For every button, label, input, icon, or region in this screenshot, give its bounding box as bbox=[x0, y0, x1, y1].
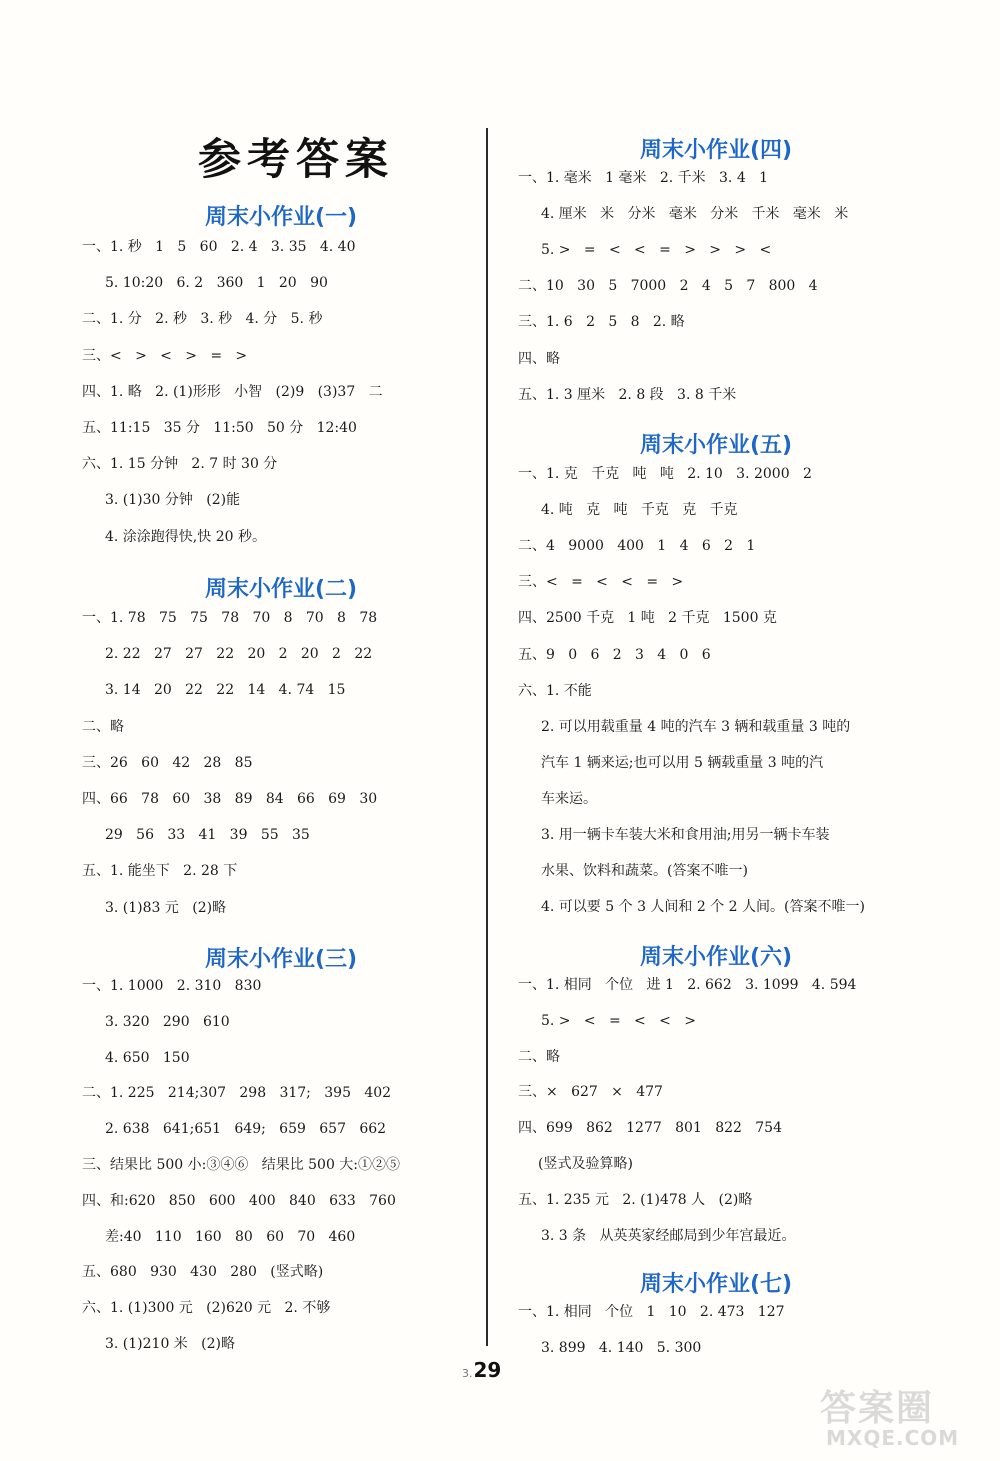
section-heading: 周末小作业(六) bbox=[640, 945, 793, 970]
answer-line: 3. 14 20 22 22 14 4. 74 15 bbox=[105, 682, 346, 698]
answer-line: 五、680 930 430 280 (竖式略) bbox=[82, 1264, 324, 1280]
answer-line: 四、和:620 850 600 400 840 633 760 bbox=[82, 1193, 396, 1209]
answer-line: 3. (1)30 分钟 (2)能 bbox=[105, 492, 241, 508]
answer-line: 六、1. (1)300 元 (2)620 元 2. 不够 bbox=[82, 1300, 331, 1316]
answer-line: 3. (1)83 元 (2)略 bbox=[105, 900, 227, 916]
answer-line: 3. 320 290 610 bbox=[105, 1014, 230, 1030]
answer-line: 一、1. 秒 1 5 60 2. 4 3. 35 4. 40 bbox=[82, 239, 356, 255]
answer-line: 五、9 0 6 2 3 4 0 6 bbox=[518, 647, 711, 663]
answer-line: 4. 650 150 bbox=[105, 1050, 190, 1066]
answer-line: 车来运。 bbox=[541, 791, 597, 807]
answer-line: 二、1. 分 2. 秒 3. 秒 4. 分 5. 秒 bbox=[82, 311, 323, 327]
answer-line: 5. > < = < < > bbox=[541, 1013, 696, 1029]
answer-line: (竖式及验算略) bbox=[538, 1156, 633, 1172]
answer-line: 六、1. 不能 bbox=[518, 683, 592, 699]
answer-line: 三、结果比 500 小:③④⑥ 结果比 500 大:①②⑤ bbox=[82, 1157, 401, 1173]
page-number bbox=[462, 1358, 501, 1382]
answer-line: 差:40 110 160 80 60 70 460 bbox=[105, 1229, 356, 1245]
answer-line: 3. 899 4. 140 5. 300 bbox=[541, 1340, 702, 1356]
watermark-top-text: 答案圈 bbox=[820, 1388, 935, 1429]
answer-line: 5. 10:20 6. 2 360 1 20 90 bbox=[105, 275, 328, 291]
answer-line: 一、1. 克 千克 吨 吨 2. 10 3. 2000 2 bbox=[518, 466, 812, 482]
answer-line: 一、1. 相同 个位 1 10 2. 473 127 bbox=[518, 1304, 785, 1320]
answer-line: 4. 吨 克 吨 千克 克 千克 bbox=[541, 502, 738, 518]
answer-line: 三、< = < < = > bbox=[518, 574, 684, 590]
page-number-value: 29 bbox=[473, 1358, 502, 1382]
section-heading: 周末小作业(一) bbox=[205, 205, 358, 230]
answer-line: 2. 可以用载重量 4 吨的汽车 3 辆和载重量 3 吨的 bbox=[541, 719, 851, 735]
watermark-bottom-text: MXQE.COM bbox=[826, 1426, 960, 1450]
answer-line: 29 56 33 41 39 55 35 bbox=[105, 827, 310, 843]
answer-line: 三、× 627 × 477 bbox=[518, 1084, 663, 1100]
answer-line: 四、699 862 1277 801 822 754 bbox=[518, 1120, 782, 1136]
page-number-prefix: 3. bbox=[462, 1367, 473, 1380]
section-heading: 周末小作业(四) bbox=[640, 138, 793, 163]
answer-line: 3. (1)210 米 (2)略 bbox=[105, 1336, 235, 1352]
section-heading: 周末小作业(五) bbox=[640, 433, 793, 458]
answer-line: 三、< > < > = > bbox=[82, 348, 248, 364]
answer-line: 二、4 9000 400 1 4 6 2 1 bbox=[518, 538, 756, 554]
answer-line: 4. 厘米 米 分米 毫米 分米 千米 毫米 米 bbox=[541, 206, 849, 222]
answer-line: 4. 涂涂跑得快,快 20 秒。 bbox=[105, 529, 266, 545]
answer-line: 五、1. 235 元 2. (1)478 人 (2)略 bbox=[518, 1192, 753, 1208]
answer-line: 四、略 bbox=[518, 351, 560, 367]
answer-line: 二、略 bbox=[518, 1049, 560, 1065]
answer-line: 水果、饮料和蔬菜。(答案不唯一) bbox=[541, 863, 748, 879]
answer-line: 4. 可以要 5 个 3 人间和 2 个 2 人间。(答案不唯一) bbox=[541, 899, 865, 915]
answer-line: 3. 3 条 从英英家经邮局到少年宫最近。 bbox=[541, 1228, 796, 1244]
answer-line: 五、1. 3 厘米 2. 8 段 3. 8 千米 bbox=[518, 387, 737, 403]
answer-line: 五、11:15 35 分 11:50 50 分 12:40 bbox=[82, 420, 357, 436]
answer-line: 五、1. 能坐下 2. 28 下 bbox=[82, 863, 238, 879]
answer-line: 二、10 30 5 7000 2 4 5 7 800 4 bbox=[518, 278, 818, 294]
section-heading: 周末小作业(七) bbox=[640, 1272, 793, 1297]
answer-line: 六、1. 15 分钟 2. 7 时 30 分 bbox=[82, 456, 278, 472]
answer-line: 3. 用一辆卡车装大米和食用油;用另一辆卡车装 bbox=[541, 827, 830, 843]
section-heading: 周末小作业(三) bbox=[205, 947, 358, 972]
page-title: 参考答案 bbox=[198, 135, 394, 185]
answer-line: 5. > = < < = > > > < bbox=[541, 242, 772, 258]
answer-line: 三、26 60 42 28 85 bbox=[82, 755, 253, 771]
answer-line: 四、1. 略 2. (1)形形 小智 (2)9 (3)37 二 bbox=[82, 384, 383, 400]
answer-line: 一、1. 毫米 1 毫米 2. 千米 3. 4 1 bbox=[518, 170, 768, 186]
answer-line: 2. 638 641;651 649; 659 657 662 bbox=[105, 1121, 387, 1137]
watermark-logo bbox=[820, 1380, 988, 1454]
answer-line: 一、1. 1000 2. 310 830 bbox=[82, 978, 262, 994]
answer-line: 一、1. 相同 个位 进 1 2. 662 3. 1099 4. 594 bbox=[518, 977, 857, 993]
column-divider bbox=[486, 128, 488, 1346]
answer-line: 2. 22 27 27 22 20 2 20 2 22 bbox=[105, 646, 373, 662]
answer-line: 四、2500 千克 1 吨 2 千克 1500 克 bbox=[518, 610, 777, 626]
answer-line: 二、1. 225 214;307 298 317; 395 402 bbox=[82, 1085, 392, 1101]
answer-line: 四、66 78 60 38 89 84 66 69 30 bbox=[82, 791, 378, 807]
answer-line: 二、略 bbox=[82, 719, 124, 735]
answer-line: 三、1. 6 2 5 8 2. 略 bbox=[518, 314, 685, 330]
answer-line: 汽车 1 辆来运;也可以用 5 辆载重量 3 吨的汽 bbox=[541, 755, 824, 771]
answer-line: 一、1. 78 75 75 78 70 8 70 8 78 bbox=[82, 610, 378, 626]
section-heading: 周末小作业(二) bbox=[205, 577, 358, 602]
